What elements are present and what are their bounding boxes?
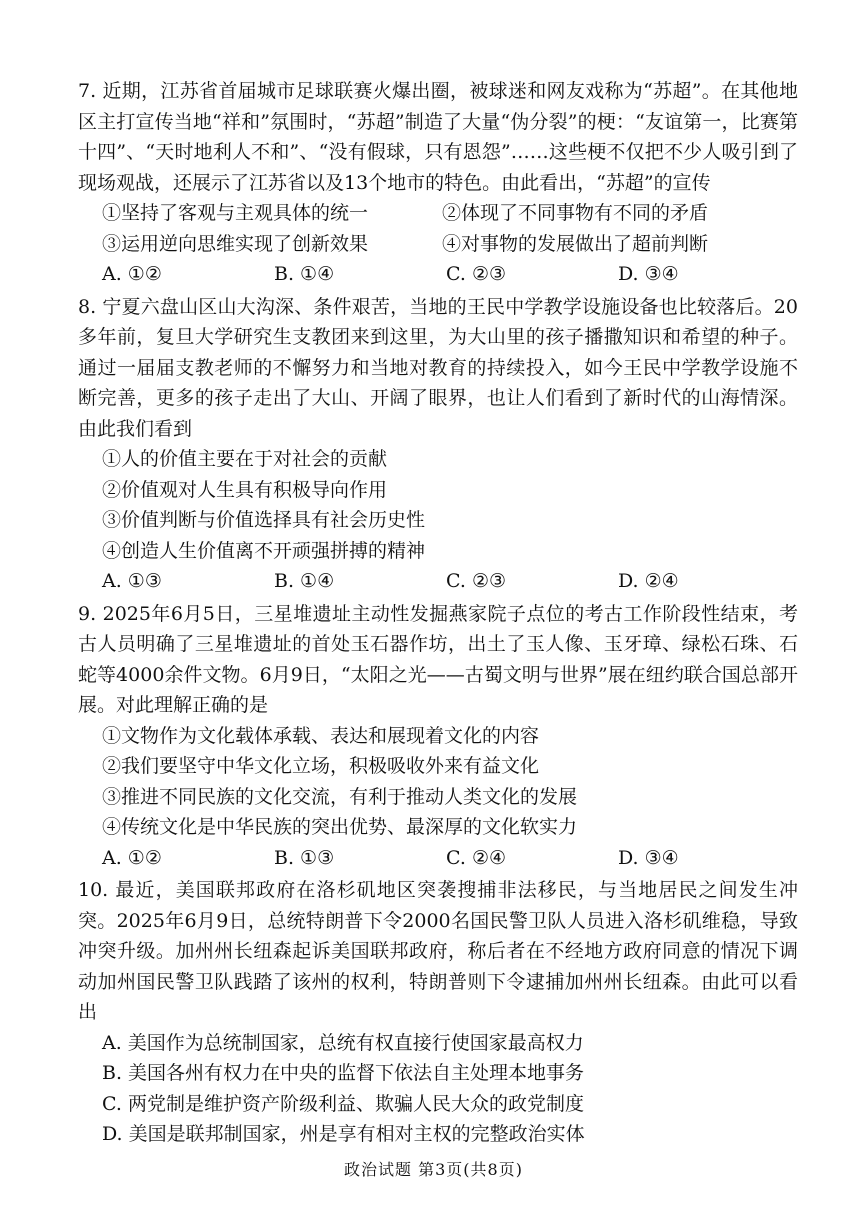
option-d: D. ③④ bbox=[618, 846, 679, 869]
statement-3: ③运用逆向思维实现了创新效果 bbox=[102, 232, 369, 255]
option-a: A. 美国作为总统制国家，总统有权直接行使国家最高权力 bbox=[102, 1031, 584, 1054]
statement-2: ②体现了不同事物有不同的矛盾 bbox=[442, 202, 709, 224]
question-list bbox=[78, 76, 798, 1152]
option-b: B. 美国各州有权力在中央的监督下依法自主处理本地事务 bbox=[102, 1062, 585, 1084]
statement-grid bbox=[78, 198, 798, 259]
question-stem: 9. 2025年6月5日，三星堆遗址主动性发掘燕家院子点位的考古工作阶段性结束，考古人员明确了三星堆遗址的首处玉石器作坊，出土了玉人像、玉牙璋、绿松石珠、石蛇等4000余件文物。6月9日，“太阳之光——古蜀文明与世界”展在纽约联合国总部开展。对此理解正确的是 bbox=[78, 602, 798, 716]
option-d: D. 美国是联邦制国家，州是享有相对主权的完整政治实体 bbox=[102, 1123, 585, 1145]
answer-options bbox=[78, 843, 798, 874]
statement-4: ④创造人生价值离不开顽强拼搏的精神 bbox=[102, 539, 426, 562]
option-b: B. ①③ bbox=[274, 846, 335, 869]
option-c: C. ②③ bbox=[446, 570, 507, 592]
answer-options bbox=[78, 566, 798, 597]
statement-3: ③价值判断与价值选择具有社会历史性 bbox=[102, 509, 426, 531]
option-a: A. ①② bbox=[102, 263, 162, 285]
statement-1: ①人的价值主要在于对社会的贡献 bbox=[102, 448, 388, 470]
option-b: B. ①④ bbox=[274, 570, 335, 592]
statement-1: ①文物作为文化载体承载、表达和展现着文化的内容 bbox=[102, 724, 540, 747]
statement-2: ②我们要坚守中华文化立场，积极吸收外来有益文化 bbox=[102, 755, 540, 777]
question-stem: 8. 宁夏六盘山区山大沟深、条件艰苦，当地的王民中学教学设施设备也比较落后。20多年前，复旦大学研究生支教团来到这里，为大山里的孩子播撒知识和希望的种子。通过一届届支教老师的不懈努力和当地对教育的持续投入，如今王民中学教学设施不断完善，更多的孩子走出了大山、开阔了眼界，也让人们看到了新时代的山海情深。由此我们看到 bbox=[78, 295, 798, 440]
option-a: A. ①③ bbox=[102, 570, 162, 592]
question-9 bbox=[78, 599, 798, 874]
statement-4: ④传统文化是中华民族的突出优势、最深厚的文化软实力 bbox=[102, 816, 578, 838]
answer-options bbox=[78, 259, 798, 290]
question-stem: 10. 最近，美国联邦政府在洛杉矶地区突袭搜捕非法移民，与当地居民之间发生冲突。2025年6月9日，总统特朗普下令2000名国民警卫队人员进入洛杉矶维稳，导致冲突升级。加州州长纽森起诉美国联邦政府，称后者在不经地方政府同意的情况下调动加州国民警卫队践踏了该州的权利，特朗普则下令逮捕加州州长纽森。由此可以看出 bbox=[78, 879, 798, 1023]
question-8 bbox=[78, 292, 798, 597]
option-b: B. ①④ bbox=[274, 263, 335, 285]
option-d: D. ②④ bbox=[618, 570, 679, 592]
option-c: C. ②④ bbox=[446, 846, 507, 869]
question-stem: 7. 近期，江苏省首届城市足球联赛火爆出圈，被球迷和网友戏称为“苏超”。在其他地区主打宣传当地“祥和”氛围时，“苏超”制造了大量“伪分裂”的梗：“友谊第一，比赛第十四”、“天时地利人不和”、“没有假球，只有恩怨”……这些梗不仅把不少人吸引到了现场观战，还展示了江苏省以及13个地市的特色。由此看出，“苏超”的宣传 bbox=[78, 80, 798, 194]
option-d: D. ③④ bbox=[618, 263, 679, 285]
page-footer: 政治试题 第3页(共8页) bbox=[344, 1160, 523, 1179]
statement-2: ②价值观对人生具有积极导向作用 bbox=[102, 478, 388, 501]
option-c: C. ②③ bbox=[446, 263, 507, 285]
option-c: C. 两党制是维护资产阶级利益、欺骗人民大众的政党制度 bbox=[102, 1092, 584, 1115]
statement-3: ③推进不同民族的文化交流，有利于推动人类文化的发展 bbox=[102, 785, 578, 808]
option-a: A. ①② bbox=[102, 846, 162, 869]
question-7 bbox=[78, 76, 798, 290]
statement-4: ④对事物的发展做出了超前判断 bbox=[442, 232, 709, 255]
statement-1: ①坚持了客观与主观具体的统一 bbox=[102, 202, 369, 224]
question-10 bbox=[78, 875, 798, 1150]
